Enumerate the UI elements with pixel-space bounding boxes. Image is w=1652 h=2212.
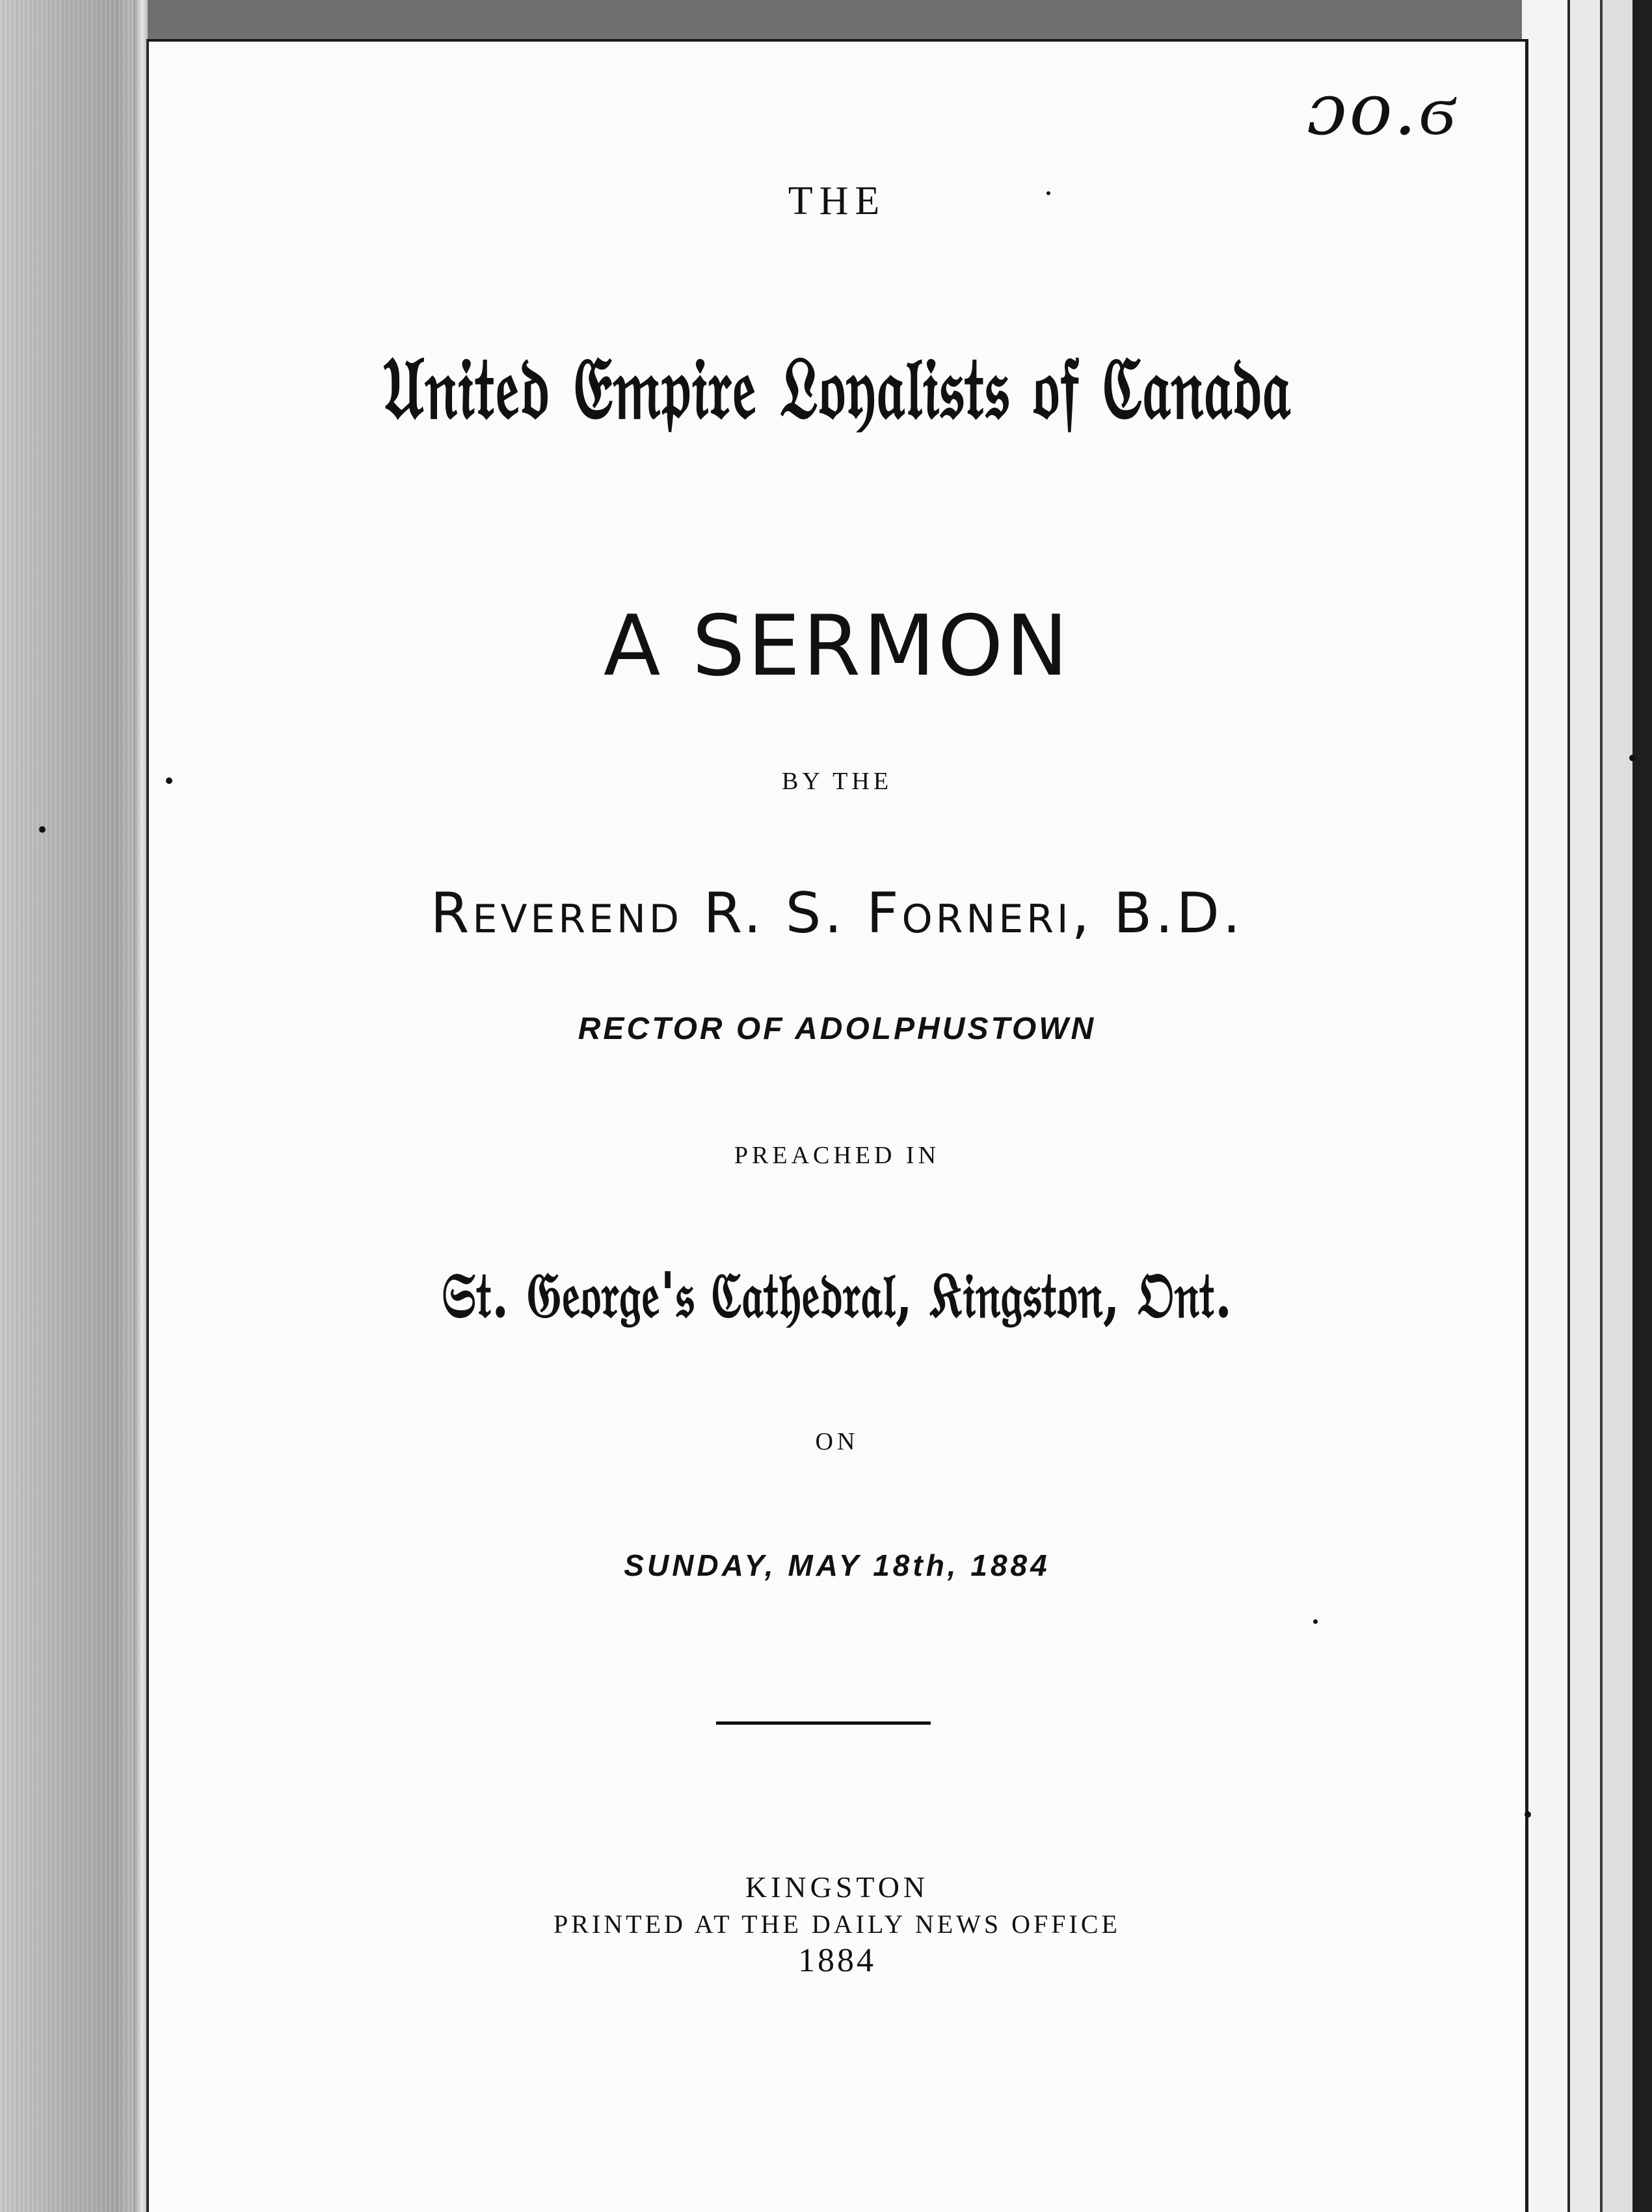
subtitle: A SERMON	[603, 598, 1071, 695]
underlying-page-edges	[1522, 0, 1652, 2212]
imprint-year: 1884	[798, 1942, 876, 1979]
handwritten-note: ɔo.ϭ	[1307, 68, 1458, 151]
imprint-city: KINGSTON	[745, 1870, 929, 1904]
venue: 𝔖𝔱. 𝔊𝔢𝔬𝔯𝔤𝔢'𝔰 ℭ𝔞𝔱𝔥𝔢𝔡𝔯𝔞𝔩, 𝔎𝔦𝔫𝔤𝔰𝔱𝔬𝔫, 𝔒𝔫𝔱.	[442, 1258, 1232, 1332]
divider-rule	[716, 1721, 931, 1725]
sermon-date: SUNDAY, MAY 18th, 1884	[624, 1548, 1050, 1582]
title-article: THE	[788, 179, 886, 223]
ink-speck	[39, 826, 46, 833]
byline: BY THE	[781, 768, 893, 795]
binding-edge	[133, 0, 148, 2212]
ink-speck	[1629, 755, 1636, 761]
cover-binding	[0, 0, 146, 2212]
ink-speck	[1046, 191, 1050, 195]
preached-in-label: PREACHED IN	[734, 1142, 940, 1169]
ink-speck	[166, 777, 172, 784]
on-label: ON	[815, 1428, 859, 1455]
ink-speck	[1313, 1619, 1318, 1624]
main-title: 𝔘𝔫𝔦𝔱𝔢𝔡 𝔈𝔪𝔭𝔦𝔯𝔢 𝔏𝔬𝔶𝔞𝔩𝔦𝔰𝔱𝔰 𝔬𝔣 ℭ𝔞𝔫𝔞𝔡𝔞	[382, 338, 1292, 438]
imprint-printer: PRINTED AT THE DAILY NEWS OFFICE	[553, 1909, 1121, 1939]
title-page	[146, 39, 1528, 2212]
author-position: RECTOR OF ADOLPHUSTOWN	[578, 1012, 1097, 1046]
ink-speck	[1525, 1811, 1531, 1818]
author-name: Reverend R. S. Forneri, B.D.	[430, 881, 1244, 946]
